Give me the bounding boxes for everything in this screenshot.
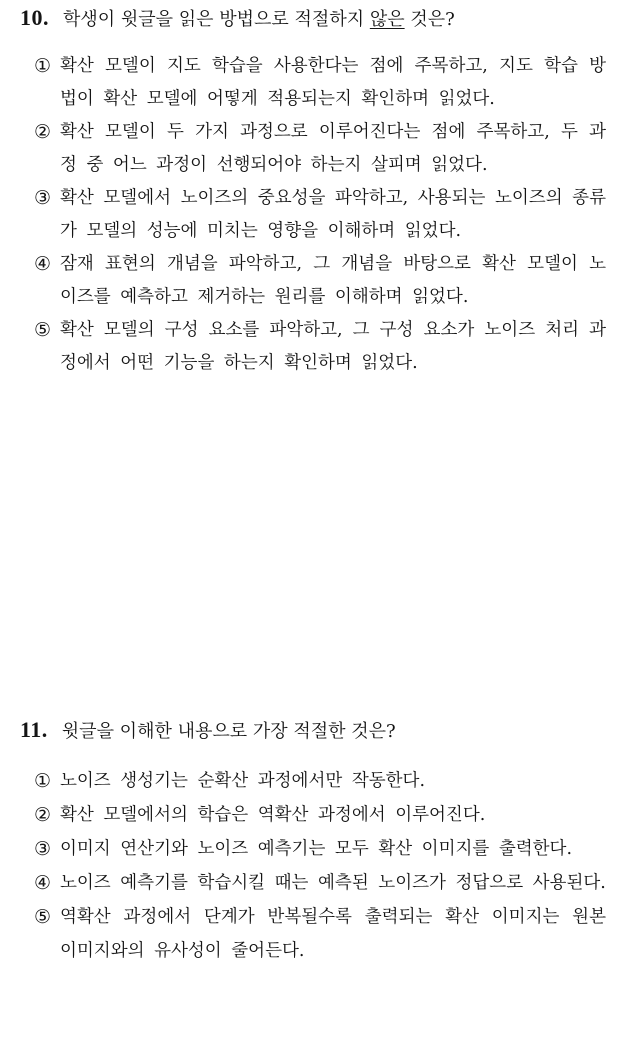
choice-marker: ⑤ bbox=[34, 906, 52, 928]
question-stem bbox=[62, 721, 396, 742]
question-header bbox=[20, 712, 396, 748]
choice-list bbox=[34, 50, 606, 380]
question-stem-text: 학생이 윗글을 읽은 방법으로 적절하지 bbox=[63, 9, 370, 30]
choice-marker: ① bbox=[34, 770, 52, 792]
choice-marker: ③ bbox=[34, 187, 52, 209]
choice-4[interactable] bbox=[34, 248, 606, 314]
question-stem bbox=[63, 9, 455, 30]
choice-marker: ② bbox=[34, 121, 52, 143]
question-stem-emphasis: 않은 bbox=[369, 9, 405, 30]
choice-text: 노이즈 예측기를 학습시킬 때는 예측된 노이즈가 정답으로 사용된다. bbox=[60, 873, 606, 893]
choice-text: 확산 모델이 지도 학습을 사용한다는 점에 주목하고, 지도 학습 방법이 확산 모델에 어떻게 적용되는지 확인하며 읽었다. bbox=[60, 56, 606, 109]
choice-2[interactable] bbox=[34, 798, 606, 832]
choice-5[interactable] bbox=[34, 314, 606, 380]
choice-marker: ④ bbox=[34, 872, 52, 894]
choice-marker: ④ bbox=[34, 253, 52, 275]
question-number: 11. bbox=[20, 717, 48, 742]
choice-text: 역확산 과정에서 단계가 반복될수록 출력되는 확산 이미지는 원본 이미지와의 유사성이 줄어든다. bbox=[60, 907, 606, 961]
question-stem-tail: 것은? bbox=[404, 9, 455, 30]
choice-marker: ② bbox=[34, 804, 52, 826]
choice-text: 확산 모델의 구성 요소를 파악하고, 그 구성 요소가 노이즈 처리 과정에서 어떤 기능을 하는지 확인하며 읽었다. bbox=[60, 320, 606, 373]
choice-3[interactable] bbox=[34, 832, 606, 866]
choice-marker: ① bbox=[34, 55, 52, 77]
choice-5[interactable] bbox=[34, 900, 606, 968]
choice-marker: ③ bbox=[34, 838, 52, 860]
choice-list bbox=[34, 764, 606, 968]
choice-3[interactable] bbox=[34, 182, 606, 248]
choice-1[interactable] bbox=[34, 764, 606, 798]
choice-text: 잠재 표현의 개념을 파악하고, 그 개념을 바탕으로 확산 모델이 노이즈를 예측하고 제거하는 원리를 이해하며 읽었다. bbox=[60, 254, 606, 307]
choice-4[interactable] bbox=[34, 866, 606, 900]
question-stem-text: 윗글을 이해한 내용으로 가장 적절한 것은? bbox=[61, 721, 396, 742]
question-number: 10. bbox=[20, 5, 49, 30]
choice-marker: ⑤ bbox=[34, 319, 52, 341]
choice-text: 확산 모델에서의 학습은 역확산 과정에서 이루어진다. bbox=[60, 805, 486, 825]
choice-1[interactable] bbox=[34, 50, 606, 116]
choice-text: 확산 모델에서 노이즈의 중요성을 파악하고, 사용되는 노이즈의 종류가 모델의 성능에 미치는 영향을 이해하며 읽었다. bbox=[60, 188, 606, 241]
choice-text: 확산 모델이 두 가지 과정으로 이루어진다는 점에 주목하고, 두 과정 중 어느 과정이 선행되어야 하는지 살피며 읽었다. bbox=[60, 122, 606, 175]
choice-text: 이미지 연산기와 노이즈 예측기는 모두 확산 이미지를 출력한다. bbox=[60, 839, 573, 859]
choice-2[interactable] bbox=[34, 116, 606, 182]
question-header bbox=[20, 0, 455, 36]
choice-text: 노이즈 생성기는 순확산 과정에서만 작동한다. bbox=[60, 771, 426, 791]
